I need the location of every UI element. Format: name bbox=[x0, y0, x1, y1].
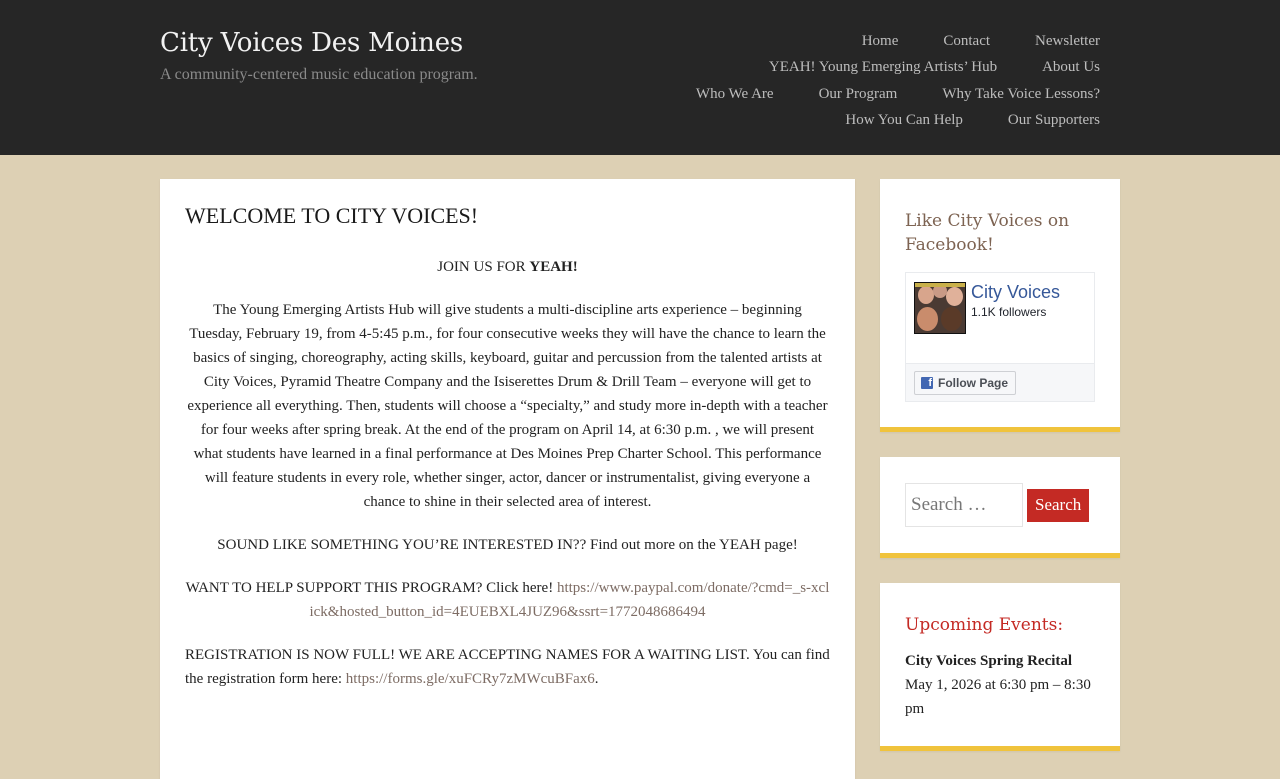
event-time: May 1, 2026 at 6:30 pm – 8:30 pm bbox=[905, 677, 1091, 717]
interested-line: SOUND LIKE SOMETHING YOU’RE INTERESTED IN?? Find out more on the YEAH page! bbox=[217, 537, 798, 553]
main-article bbox=[160, 179, 855, 779]
upcoming-events-title: Upcoming Events: bbox=[905, 615, 1064, 635]
nav-row bbox=[640, 81, 1100, 108]
nav-row bbox=[640, 28, 1100, 55]
support-line bbox=[185, 576, 830, 624]
facebook-plugin-footer bbox=[906, 363, 1094, 401]
search-widget bbox=[880, 457, 1120, 558]
registration-suffix: . bbox=[594, 671, 599, 687]
support-text: WANT TO HELP SUPPORT THIS PROGRAM? Click here! bbox=[185, 580, 557, 596]
registration-text: REGISTRATION IS NOW FULL! WE ARE ACCEPTING NAMES FOR A WAITING LIST. You can find the registration form here: bbox=[185, 647, 830, 687]
paypal-donate-link[interactable]: https://www.paypal.com/donate/?cmd=_s-xclick&hosted_button_id=4EUEBXL4JUZ96&ssrt=1772048686494 bbox=[309, 580, 830, 620]
facebook-followers-count: 1.1K followers bbox=[971, 305, 1047, 319]
nav-home[interactable]: Home bbox=[861, 32, 899, 49]
search-input[interactable] bbox=[905, 483, 1023, 527]
facebook-page-avatar[interactable] bbox=[914, 282, 966, 334]
nav-row bbox=[640, 55, 1100, 82]
nav-why-voice-lessons[interactable]: Why Take Voice Lessons? bbox=[942, 85, 1100, 102]
nav-row bbox=[640, 108, 1100, 135]
nav-our-program[interactable]: Our Program bbox=[818, 85, 898, 102]
facebook-widget bbox=[880, 179, 1120, 432]
registration-form-link[interactable]: https://forms.gle/xuFCRy7zMWcuBFax6 bbox=[345, 671, 595, 687]
follow-page-button[interactable] bbox=[914, 371, 1016, 395]
nav-contact[interactable]: Contact bbox=[943, 32, 991, 49]
site-tagline: A community-centered music education program. bbox=[160, 66, 478, 83]
nav-yeah[interactable]: YEAH! Young Emerging Artists’ Hub bbox=[768, 59, 998, 76]
search-form bbox=[905, 483, 1095, 527]
program-description: The Young Emerging Artists Hub will give students a multi-discipline arts experience – beginning Tuesday, February 19, from 4-5:45 p.m., for four consecutive weeks they will have the chance to learn the basics of singing, choreography, acting skills, keyboard, guitar and percussion from the talented artists at City Voices, Pyramid Theatre Company and the Isiserettes Drum & Drill Team – everyone will get to experience all everything. Then, students will choose a “specialty,” and study more in-depth with a teacher for four weeks after spring break. At the end of the program on April 14, at 6:30 p.m. , we will present what students have learned in a final performance at Des Moines Prep Charter School. This performance will feature students in every role, whether singer, actor, dancer or instrumentalist, giving everyone a chance to shine in their selected area of interest. bbox=[187, 302, 828, 510]
join-prefix: JOIN US FOR bbox=[437, 259, 530, 275]
join-line bbox=[185, 255, 830, 279]
facebook-page-plugin bbox=[905, 272, 1095, 402]
site-title[interactable]: City Voices Des Moines bbox=[160, 28, 464, 58]
site-branding bbox=[160, 26, 478, 84]
facebook-page-name[interactable]: City Voices bbox=[971, 282, 1061, 302]
registration-line bbox=[185, 643, 830, 691]
nav-how-you-can-help[interactable]: How You Can Help bbox=[845, 112, 963, 129]
page-title: WELCOME TO CITY VOICES! bbox=[185, 203, 479, 228]
site-header bbox=[0, 0, 1280, 155]
sidebar bbox=[880, 179, 1120, 776]
nav-about-us[interactable]: About Us bbox=[1042, 59, 1100, 76]
facebook-icon: f bbox=[921, 377, 933, 389]
nav-who-we-are[interactable]: Who We Are bbox=[695, 85, 774, 102]
event-name[interactable]: City Voices Spring Recital bbox=[905, 653, 1073, 669]
search-button[interactable]: Search bbox=[1027, 489, 1089, 522]
main-navigation bbox=[640, 28, 1100, 134]
nav-newsletter[interactable]: Newsletter bbox=[1035, 32, 1100, 49]
nav-our-supporters[interactable]: Our Supporters bbox=[1007, 112, 1100, 129]
facebook-widget-title: Like City Voices on Facebook! bbox=[905, 211, 1070, 255]
follow-page-label: Follow Page bbox=[938, 376, 1009, 390]
join-bold: YEAH! bbox=[529, 259, 578, 275]
upcoming-events-widget bbox=[880, 583, 1120, 751]
